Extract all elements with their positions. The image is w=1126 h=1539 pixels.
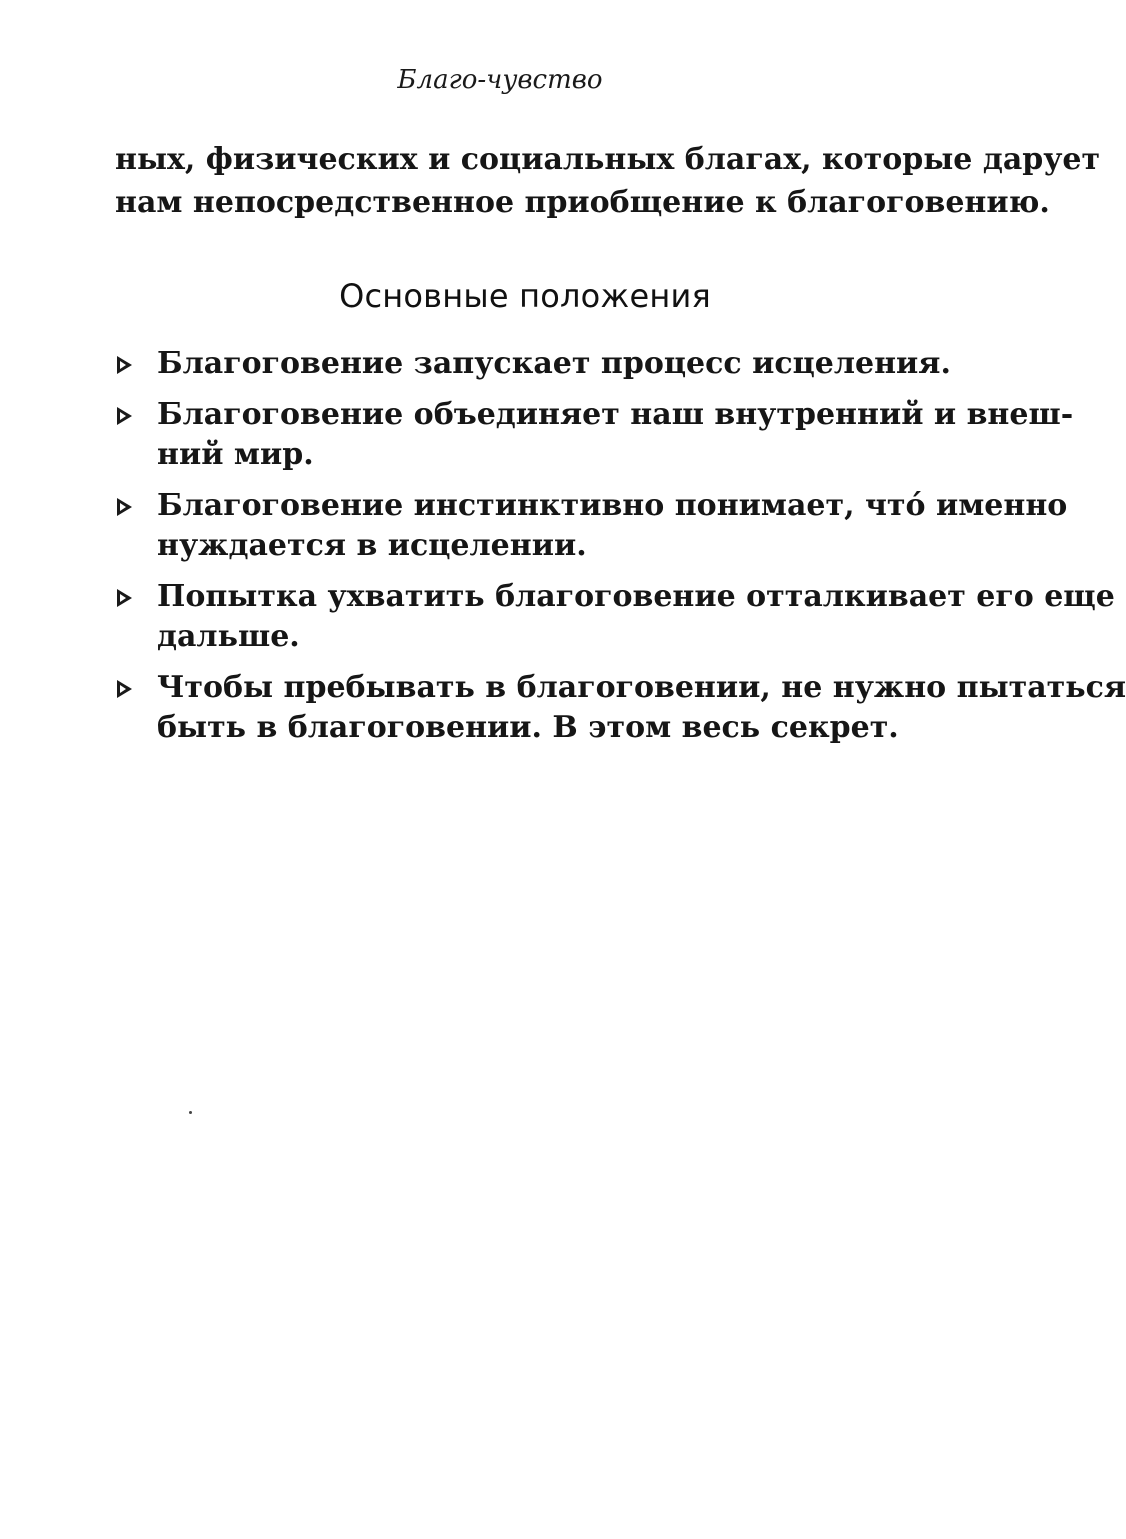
- key-point-line: дальше.: [157, 619, 300, 654]
- key-point-line: ний мир.: [157, 437, 314, 472]
- key-point: [115, 344, 950, 384]
- key-point-line: Чтобы пребывать в благоговении, не нужно пытаться: [157, 670, 1126, 705]
- arrow-bullet-icon: [117, 356, 132, 374]
- arrow-bullet-icon: [117, 407, 132, 425]
- key-point: [115, 395, 1074, 475]
- key-point-line: Благоговение запускает процесс исцеления.: [157, 346, 951, 381]
- intro-line: ных, физических и социальных благах, которые дарует: [115, 142, 1101, 177]
- scan-speck: [189, 1111, 192, 1114]
- key-point-line: нуждается в исцелении.: [157, 528, 587, 563]
- arrow-bullet-icon: [117, 589, 132, 607]
- section-heading: Основные положения: [339, 277, 711, 315]
- key-point-line: Попытка ухватить благоговение отталкивает его еще: [157, 579, 1115, 614]
- intro-paragraph: [115, 138, 1101, 224]
- arrow-bullet-icon: [117, 498, 132, 516]
- intro-line: нам непосредственное приобщение к благоговению.: [115, 185, 1050, 220]
- arrow-bullet-icon: [117, 680, 132, 698]
- key-point: [115, 668, 1126, 748]
- key-point: [115, 577, 1115, 657]
- key-points-list: [115, 344, 1126, 759]
- key-point-line: Благоговение объединяет наш внутренний и внеш-: [157, 397, 1074, 432]
- key-point-line: быть в благоговении. В этом весь секрет.: [157, 710, 899, 745]
- running-head: Благо-чувство: [397, 65, 603, 95]
- key-point-line: Благоговение инстинктивно понимает, что́ именно: [157, 488, 1068, 523]
- key-point: [115, 486, 1068, 566]
